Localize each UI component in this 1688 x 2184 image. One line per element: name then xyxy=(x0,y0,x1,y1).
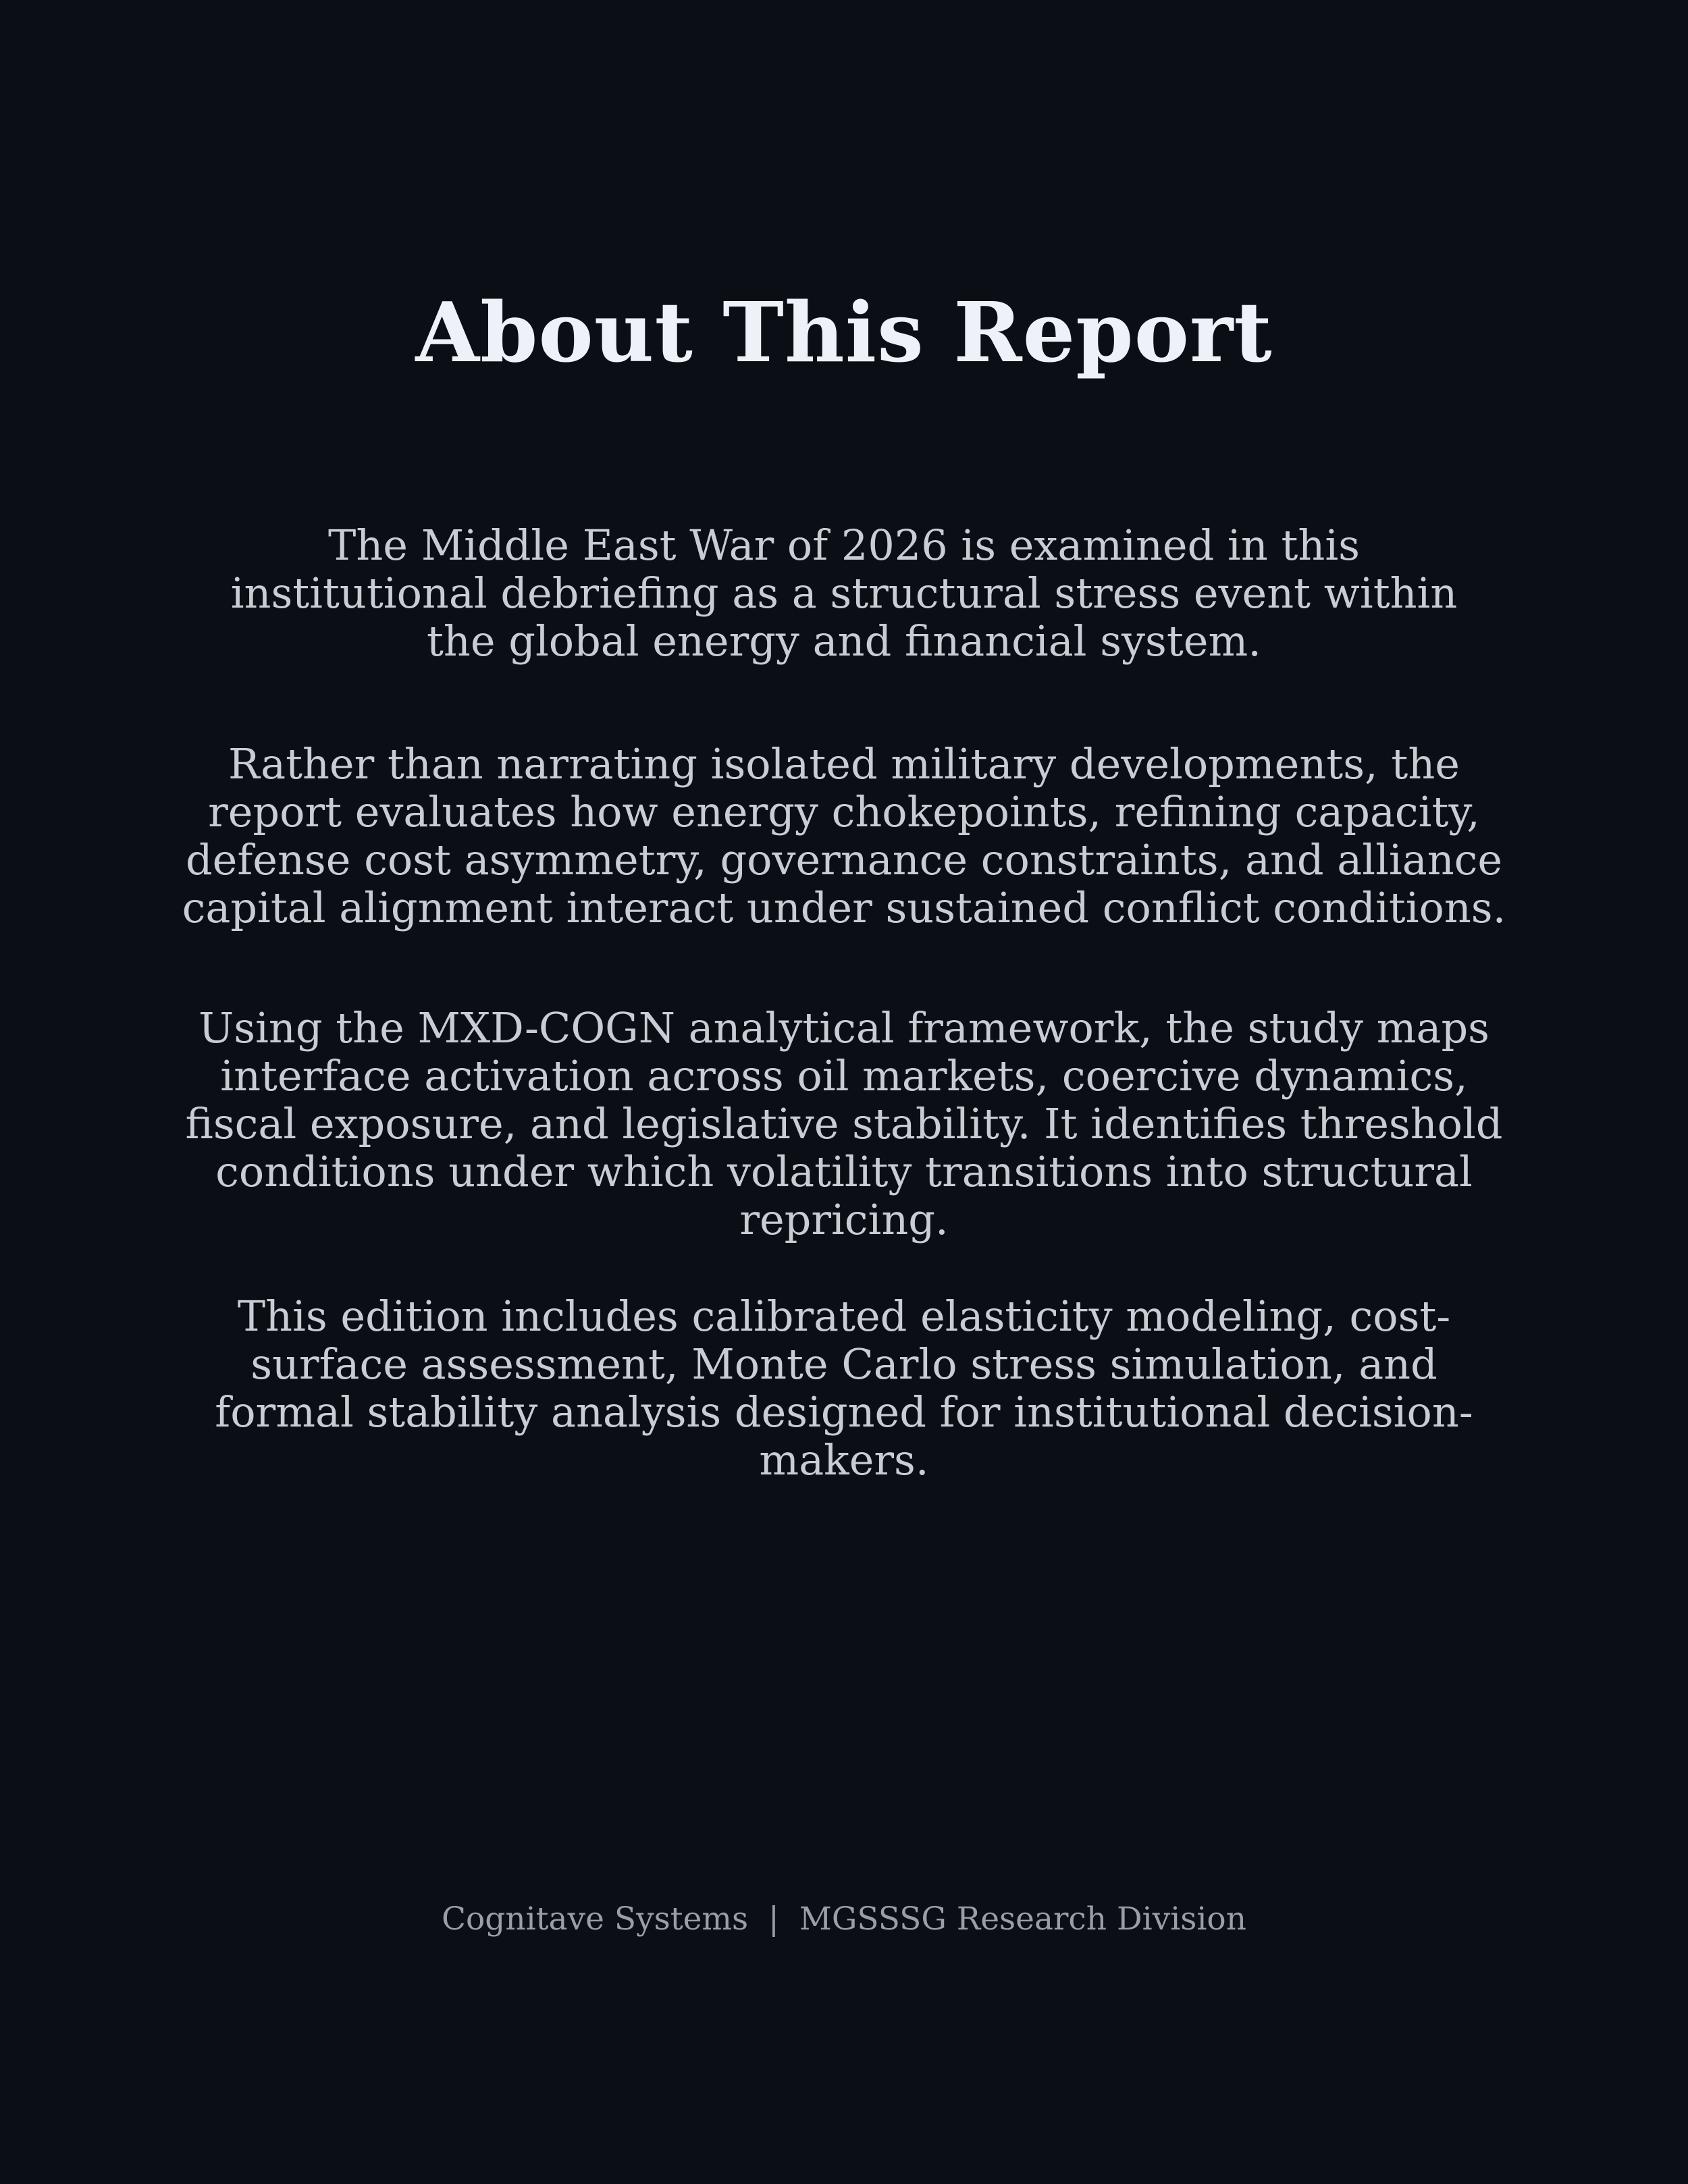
scope-paragraph: Rather than narrating isolated military developments, the report evaluates how energy chokepoints, refining capacity, defense cost asymmetry, governance constraints, and alliance capital alignment interact under sustained conflict conditions. xyxy=(182,739,1506,932)
intro-paragraph: The Middle East War of 2026 is examined in this institutional debriefing as a structural stress event within the global energy and financial system. xyxy=(230,521,1458,666)
footer-credit: Cognitave Systems | MGSSSG Research Division xyxy=(442,1900,1246,1938)
edition-paragraph: This edition includes calibrated elasticity modeling, cost-surface assessment, Monte Carlo stress simulation, and formal stability analysis designed for institutional decision-makers. xyxy=(215,1291,1473,1485)
page-title: About This Report xyxy=(415,284,1273,381)
framework-paragraph: Using the MXD-COGN analytical framework, the study maps interface activation across oil markets, coercive dynamics, fiscal exposure, and legislative stability. It identifies threshold conditions under which volatility transitions into structural repricing. xyxy=(185,1003,1503,1244)
